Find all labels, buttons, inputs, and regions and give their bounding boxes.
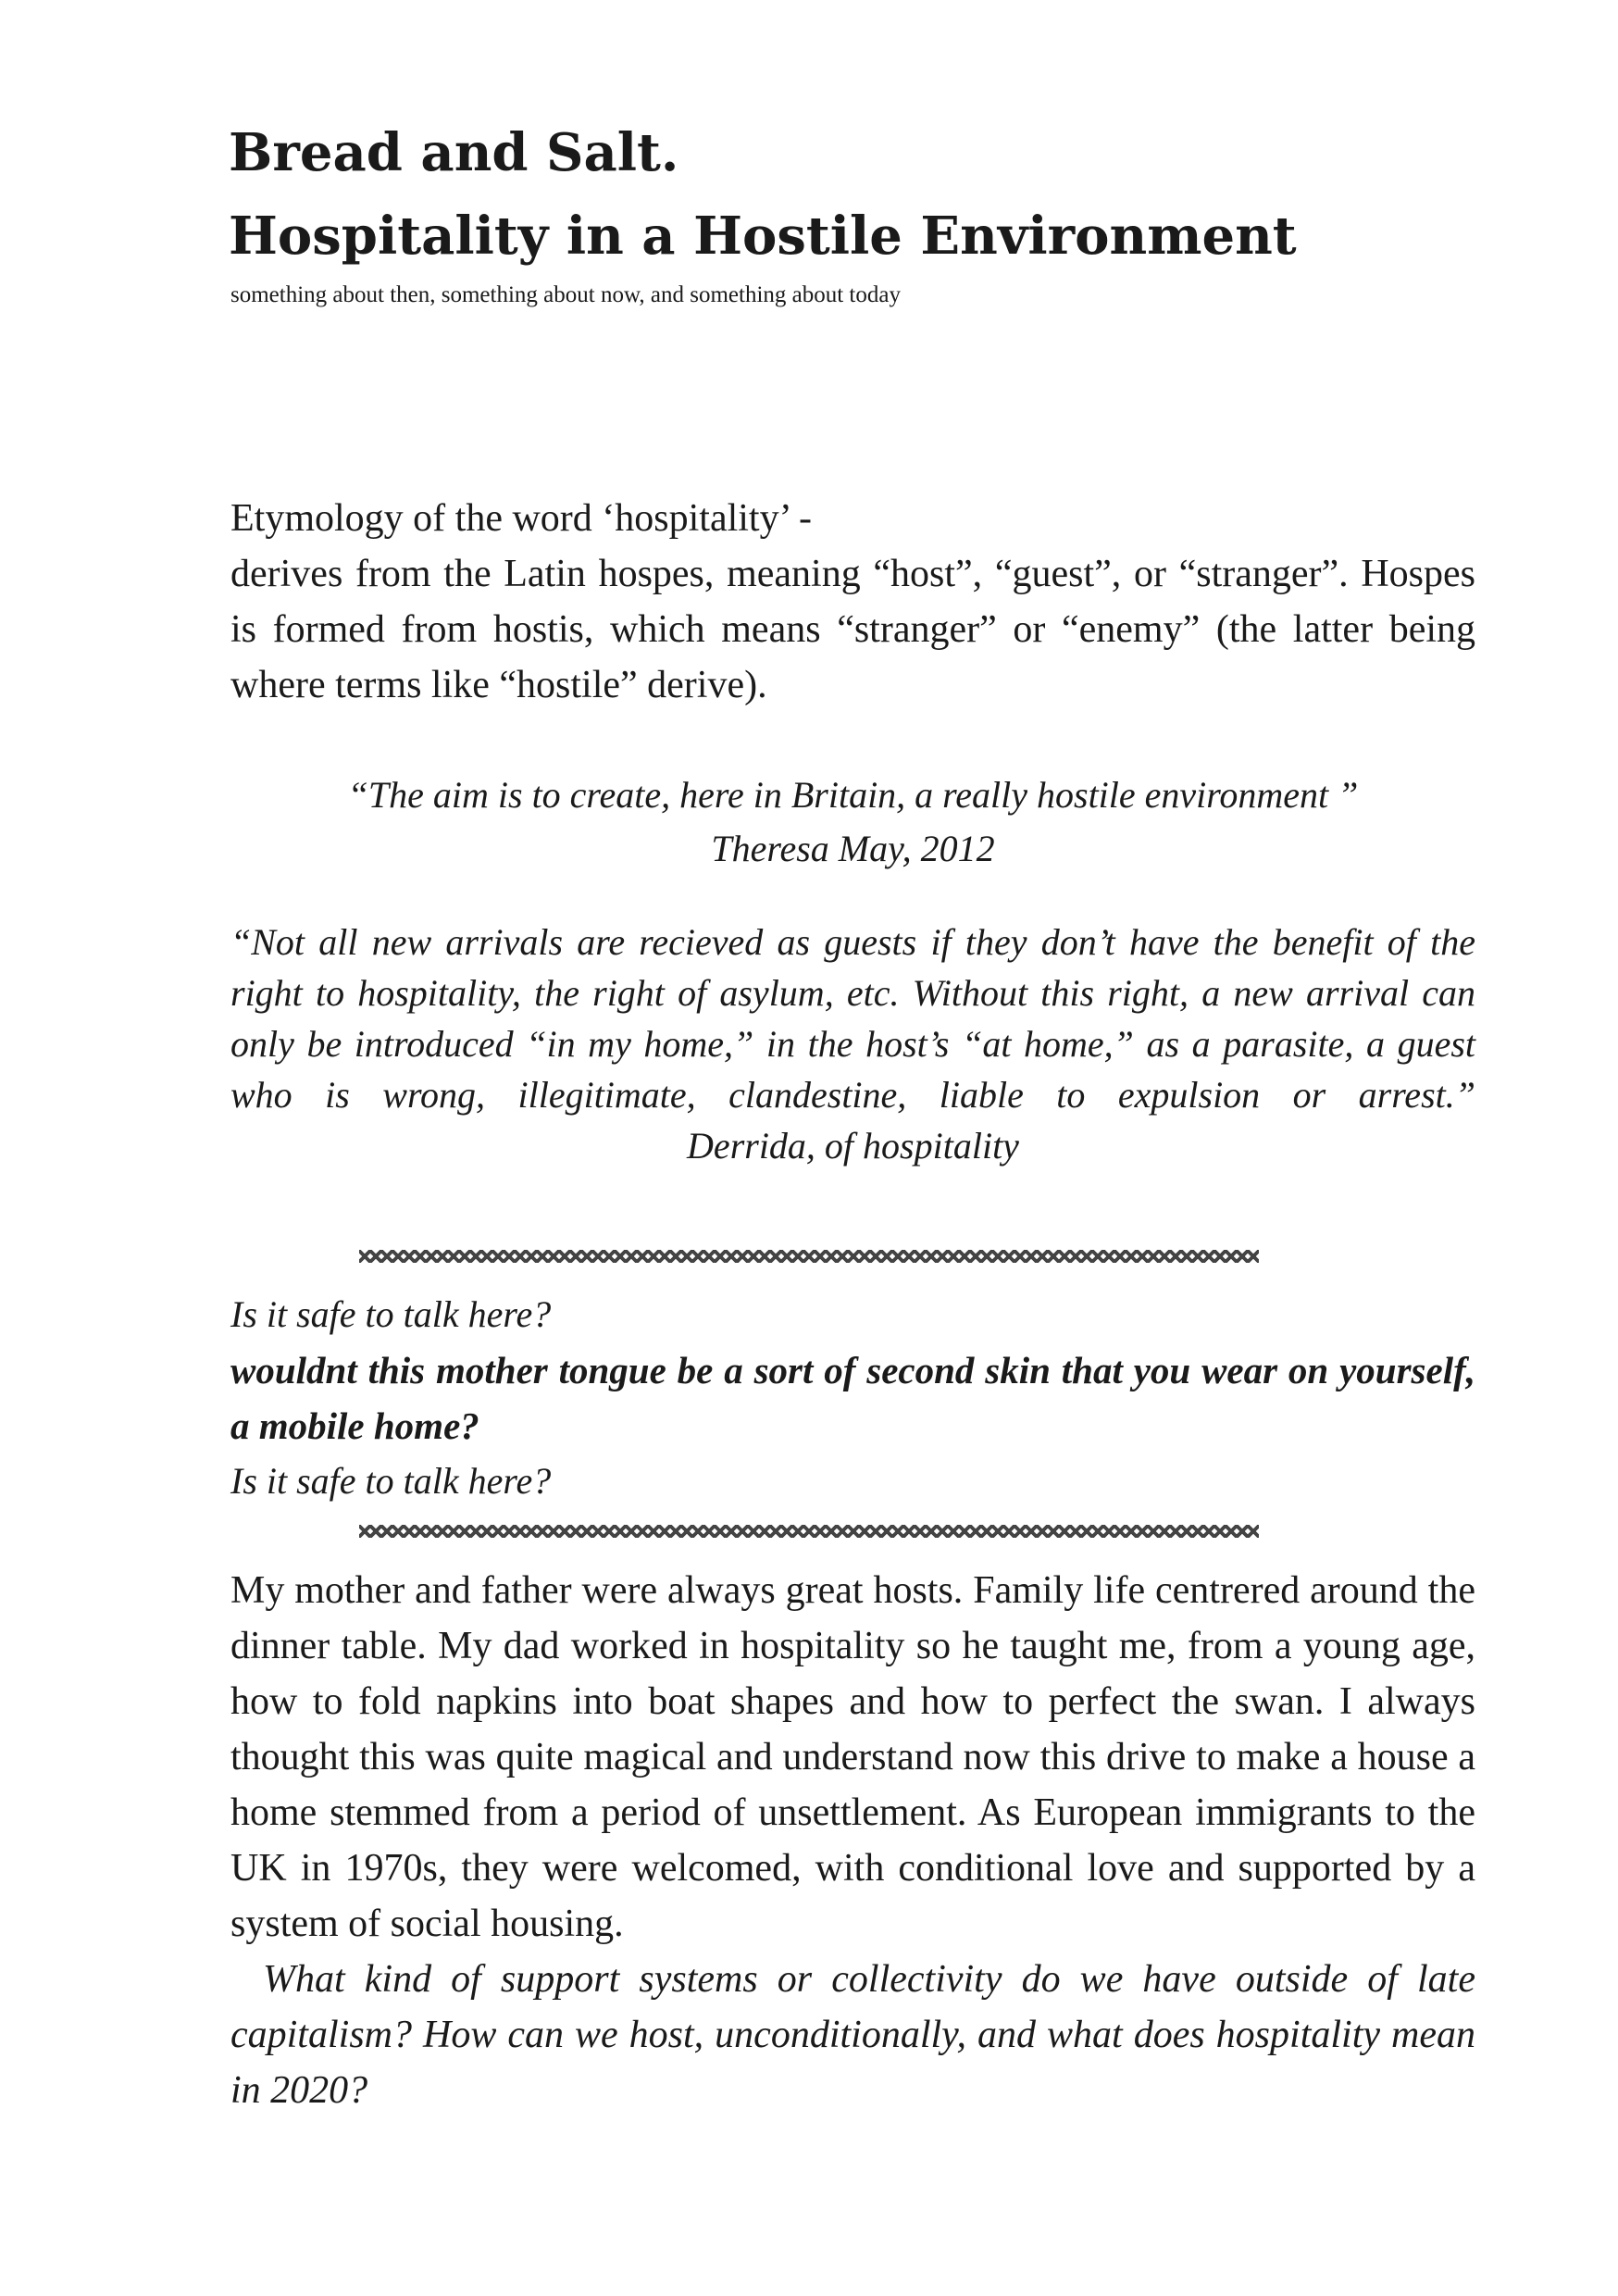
dialogue-line-3: Is it safe to talk here?	[230, 1460, 552, 1502]
etymology-section	[230, 491, 1475, 713]
title-line-1: Bread and Salt.	[229, 122, 679, 183]
derrida-quote-text: “Not all new arrivals are recieved as guests if they don’t have the benefit of the right to hospitality, the right of asylum, etc. Without this right, a new arrival can only be introduced “in my home,” in the host’s “at home,” as a parasite, a guest who is wrong, illegitimate, clandestine, liable to expulsion or arrest.”	[230, 921, 1475, 1116]
may-quote	[230, 768, 1475, 876]
may-quote-attribution: Theresa May, 2012	[711, 828, 995, 869]
page-subtitle: something about then, something about now, and something about today	[230, 282, 901, 307]
derrida-quote-attribution: Derrida, of hospitality	[687, 1125, 1019, 1167]
derrida-quote	[230, 917, 1475, 1171]
dialogue-line-1: Is it safe to talk here?	[230, 1293, 552, 1335]
etymology-text: derives from the Latin hospes, meaning “host”, “guest”, or “stranger”. Hospes is formed from hostis, which means “stranger” or “enemy” (the latter being where terms like “hostile” derive).	[230, 553, 1475, 706]
story-paragraph: My mother and father were always great hosts. Family life centrered around the dinner table. My dad worked in hospitality so he taught me, from a young age, how to fold napkins into boat shapes and how to perfect the swan. I always thought this was quite magical and understand now this drive to make a house a home stemmed from a period of unsettlement. As European immigrants to the UK in 1970s, they were welcomed, with conditional love and supported by a system of social housing.	[230, 1569, 1475, 1945]
dialogue-bold-line: wouldnt this mother tongue be a sort of second skin that you wear on yourself, a mobile home?	[230, 1349, 1475, 1447]
ornamental-divider	[359, 1250, 1259, 1263]
etymology-heading: Etymology of the word ‘hospitality’ -	[230, 497, 812, 540]
story-question: What kind of support systems or collectivity do we have outside of late capitalism? How can we host, unconditionally, and what does hospitality mean in 2020?	[230, 1958, 1475, 2112]
page-title	[229, 111, 1432, 278]
dialogue-section	[230, 1287, 1475, 1509]
title-line-2: Hospitality in a Hostile Environment	[229, 206, 1297, 267]
ornamental-divider	[359, 1525, 1259, 1538]
may-quote-text: “The aim is to create, here in Britain, a really hostile environment ”	[347, 774, 1359, 816]
story-section	[230, 1563, 1475, 2118]
